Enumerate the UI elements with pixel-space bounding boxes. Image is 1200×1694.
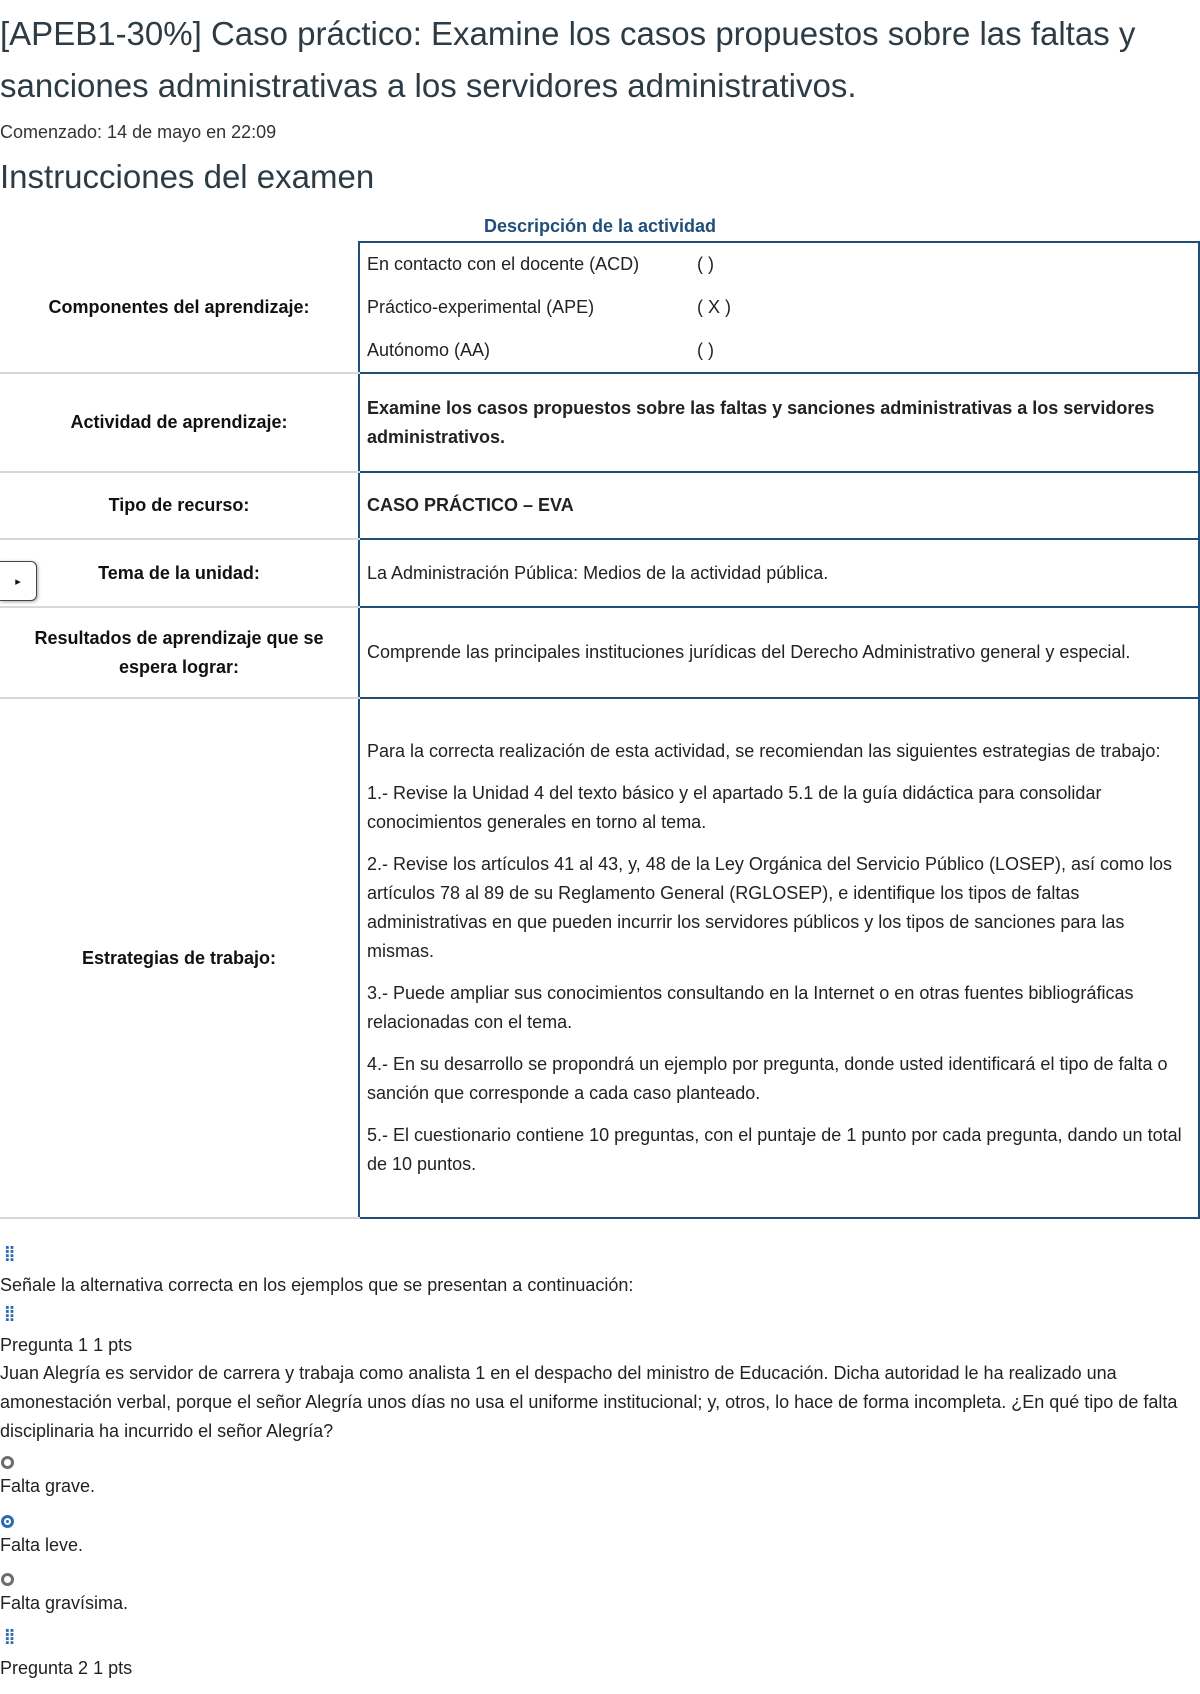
- component-name: En contacto con el docente (ACD): [367, 254, 640, 274]
- strategy-paragraph: 3.- Puede ampliar sus conocimientos consultando en la Internet o en otras fuentes bibliográficas relacionadas con el tema.: [367, 983, 1134, 1032]
- component-name: Autónomo (AA): [367, 340, 491, 360]
- drag-handle-icon[interactable]: ⁞⁞: [4, 1244, 14, 1266]
- activity-table: [0, 241, 1200, 1219]
- activity-label: Actividad de aprendizaje:: [0, 373, 359, 472]
- components-row: [0, 242, 1199, 373]
- resource-label: Tipo de recurso:: [0, 472, 359, 539]
- strategies-value: [359, 698, 1199, 1218]
- strategies-row: [0, 698, 1199, 1218]
- activity-value: Examine los casos propuestos sobre las faltas y sanciones administrativas a los servidores administrativos.: [359, 373, 1199, 472]
- strategy-paragraph: 4.- En su desarrollo se propondrá un ejemplo por pregunta, donde usted identificará el tipo de falta o sanción que corresponde a cada caso planteado.: [367, 1054, 1168, 1103]
- outcomes-row: [0, 607, 1199, 698]
- activity-description-heading: Descripción de la actividad: [483, 216, 717, 236]
- answer-option-label: Falta gravísima.: [0, 1593, 129, 1613]
- strategy-paragraph: 1.- Revise la Unidad 4 del texto básico y el apartado 5.1 de la guía didáctica para consolidar conocimientos generales en torno al tema.: [367, 783, 1102, 832]
- answer-radio[interactable]: [1, 1456, 14, 1469]
- answer-option-label: Falta leve.: [0, 1535, 84, 1555]
- components-label: Componentes del aprendizaje:: [0, 242, 359, 373]
- component-item: [367, 286, 1192, 329]
- outcomes-label: Resultados de aprendizaje que se espera lograr:: [0, 607, 359, 698]
- instructions-heading: Instrucciones del examen: [0, 158, 375, 195]
- intro-text: Señale la alternativa correcta en los ejemplos que se presentan a continuación:: [0, 1275, 634, 1295]
- drag-handle-icon[interactable]: ⁞⁞: [4, 1627, 14, 1649]
- strategy-paragraph: 2.- Revise los artículos 41 al 43, y, 48 de la Ley Orgánica del Servicio Público (LOSEP), así como los artículos 78 al 89 de su Reglamento General (RGLOSEP), e identifique los tipos de faltas administrativas en que pueden incurrir los servidores públicos y los tipos de sanciones para las mismas.: [367, 854, 1173, 961]
- answer-option-label: Falta grave.: [0, 1476, 96, 1496]
- question-header: Pregunta 2 1 pts: [0, 1658, 133, 1678]
- outcomes-value: Comprende las principales instituciones jurídicas del Derecho Administrativo general y especial.: [359, 607, 1199, 698]
- component-item: [367, 329, 1192, 372]
- resource-row: [0, 472, 1199, 539]
- play-triangle-icon[interactable]: ▸: [0, 561, 37, 601]
- component-name: Práctico-experimental (APE): [367, 297, 595, 317]
- unit-topic-row: [0, 539, 1199, 607]
- strategy-paragraph: Para la correcta realización de esta actividad, se recomiendan las siguientes estrategias de trabajo:: [367, 741, 1161, 761]
- question-text: Juan Alegría es servidor de carrera y trabaja como analista 1 en el despacho del ministro de Educación. Dicha autoridad le ha realizado una amonestación verbal, porque el señor Alegría unos días no usa el uniforme institucional; y, otros, lo hace de forma incompleta. ¿En qué tipo de falta disciplinaria ha incurrido el señor Alegría?: [0, 1363, 1178, 1441]
- resource-value: CASO PRÁCTICO – EVA: [359, 472, 1199, 539]
- component-mark: ( ): [697, 254, 714, 274]
- drag-handle-icon[interactable]: ⁞⁞: [4, 1304, 14, 1326]
- component-mark: ( ): [697, 340, 714, 360]
- components-value: [359, 242, 1199, 373]
- strategies-label: Estrategias de trabajo:: [0, 698, 359, 1218]
- unit-topic-label: Tema de la unidad:: [0, 539, 359, 607]
- unit-topic-value: La Administración Pública: Medios de la actividad pública.: [359, 539, 1199, 607]
- quiz-title: [APEB1-30%] Caso práctico: Examine los casos propuestos sobre las faltas y sanciones administrativas a los servidores administrativos.: [0, 15, 1136, 104]
- answer-radio[interactable]: [1, 1573, 14, 1586]
- component-item: [367, 243, 1192, 286]
- started-timestamp: Comenzado: 14 de mayo en 22:09: [0, 122, 277, 142]
- component-mark: ( X ): [697, 297, 731, 317]
- question-header: Pregunta 1 1 pts: [0, 1335, 133, 1355]
- strategy-paragraph: 5.- El cuestionario contiene 10 preguntas, con el puntaje de 1 punto por cada pregunta, dando un total de 10 puntos.: [367, 1125, 1182, 1174]
- answer-radio-selected[interactable]: [1, 1515, 14, 1528]
- activity-row: [0, 373, 1199, 472]
